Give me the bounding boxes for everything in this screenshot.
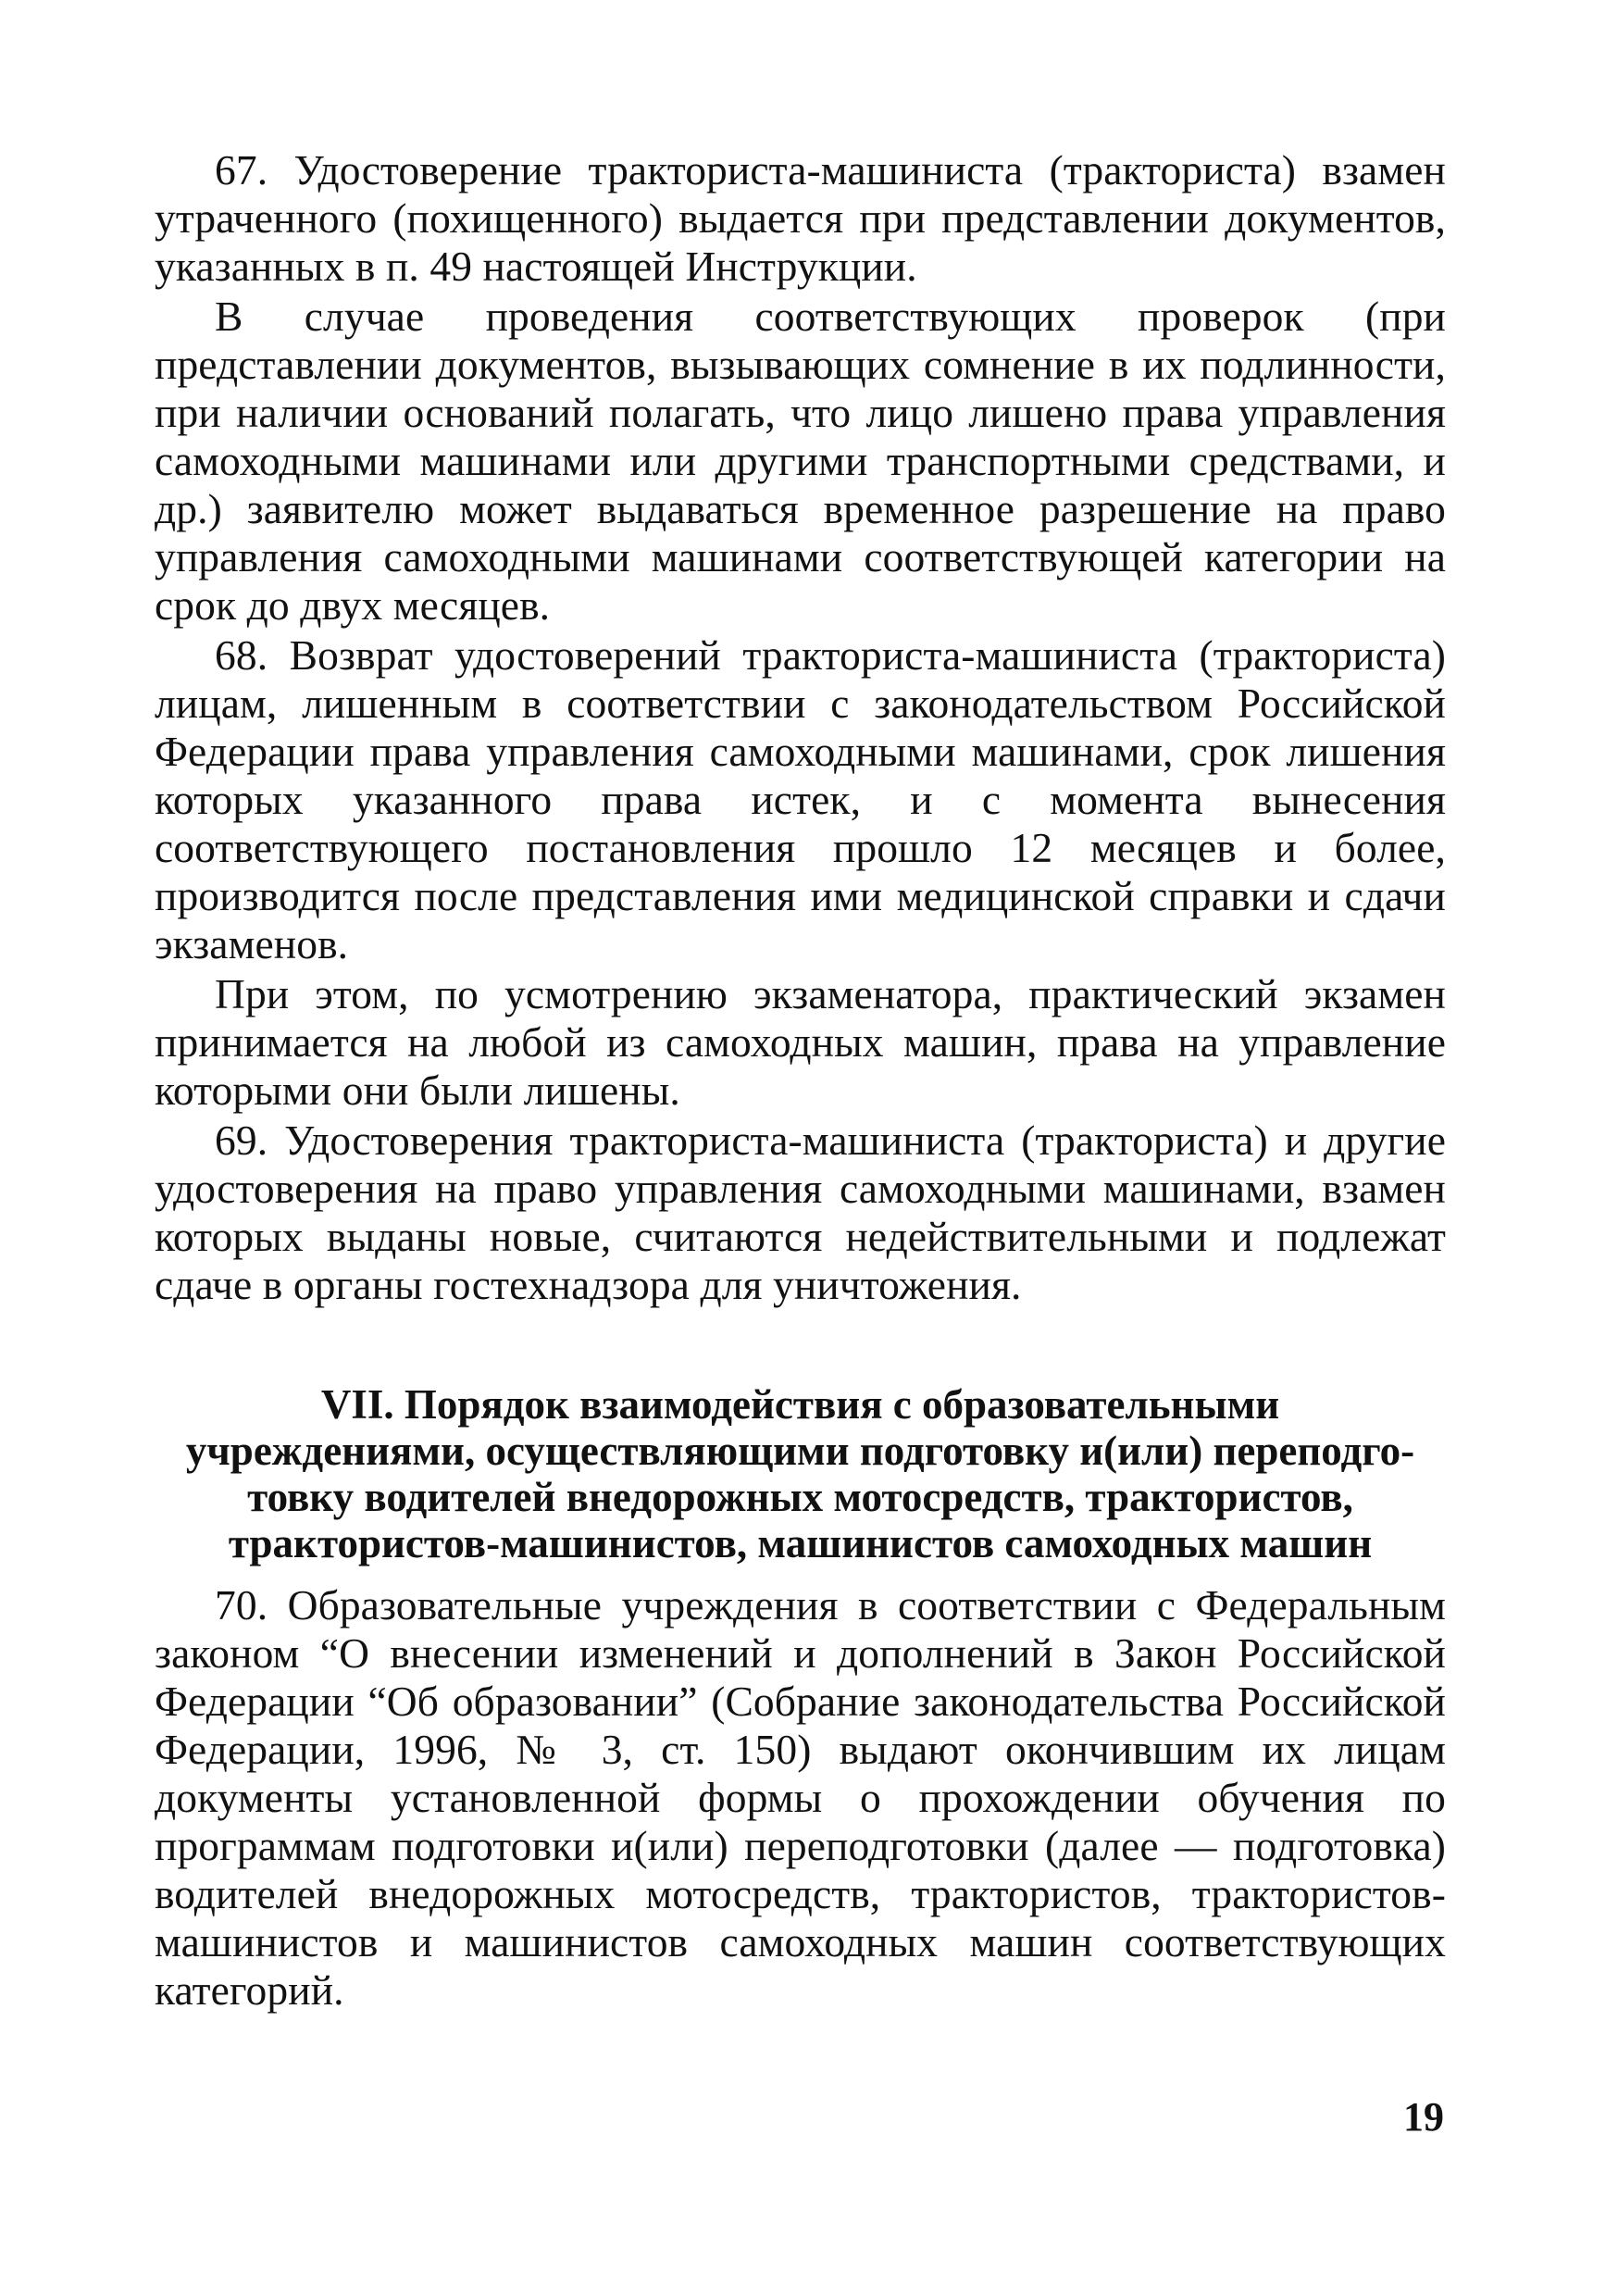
section-heading-line: трактористов-машинистов, машинистов самоходных машин [228,1520,1373,1566]
section-heading-line: товку водителей внедорожных мотосредств, трактористов, [247,1474,1353,1520]
section-heading [155,1381,1446,1566]
page-content [155,146,1446,2016]
paragraph-68-note: При этом, по усмотрению экзаменатора, практический экзамен принимается на любой из самоходных машин, права на управление которыми они были лишены. [155,970,1446,1114]
paragraph-69: 69. Удостоверения тракториста-машиниста (тракториста) и другие удостоверения на право управления самоходными машинами, взамен которых выданы новые, считаются недействительными и подлежат сдаче в органы гостехнадзора для уничтожения. [155,1117,1446,1308]
paragraph-70: 70. Образовательные учреждения в соответствии с Федеральным законом “О внесении изменений и дополнений в Закон Российской Федерации “Об образовании” (Собрание законодательства Российской Федерации, 1996, № 3, ст. 150) выдают окончившим их лицам документы установленной формы о прохождении обучения по программам подготовки и(или) переподготовки (далее — подготовка) водителей внедорожных мотосредств, трактористов, трактористов-машинистов и машинистов самоходных машин соответствующих категорий. [155,1581,1446,2014]
paragraph-67-note: В случае проведения соответствующих проверок (при представлении документов, вызывающих сомнение в их подлинности, при наличии оснований полагать, что лицо лишено права управления самоходными машинами или другими транспортными средствами, и др.) заявителю может выдаваться временное разрешение на право управления самоходными машинами соответствующей категории на срок до двух месяцев. [155,293,1446,629]
paragraph-68: 68. Возврат удостоверений тракториста-машиниста (тракториста) лицам, лишенным в соответствии с законодательством Российской Федерации права управления самоходными машинами, срок лишения которых указанного права истек, и с момента вынесения соответствующего постановления прошло 12 месяцев и более, производится после представления ими медицинской справки и сдачи экзаменов. [155,631,1446,967]
section-heading-line: учреждениями, осуществляющими подготовку и(или) переподго- [185,1428,1415,1474]
page-number: 19 [1403,2094,1444,2140]
paragraph-67: 67. Удостоверение тракториста-машиниста (тракториста) взамен утраченного (похищенного) выдается при представлении документов, указанных в п. 49 настоящей Инструкции. [155,146,1446,290]
section-heading-line: VII. Порядок взаимодействия с образовательными [320,1381,1280,1428]
